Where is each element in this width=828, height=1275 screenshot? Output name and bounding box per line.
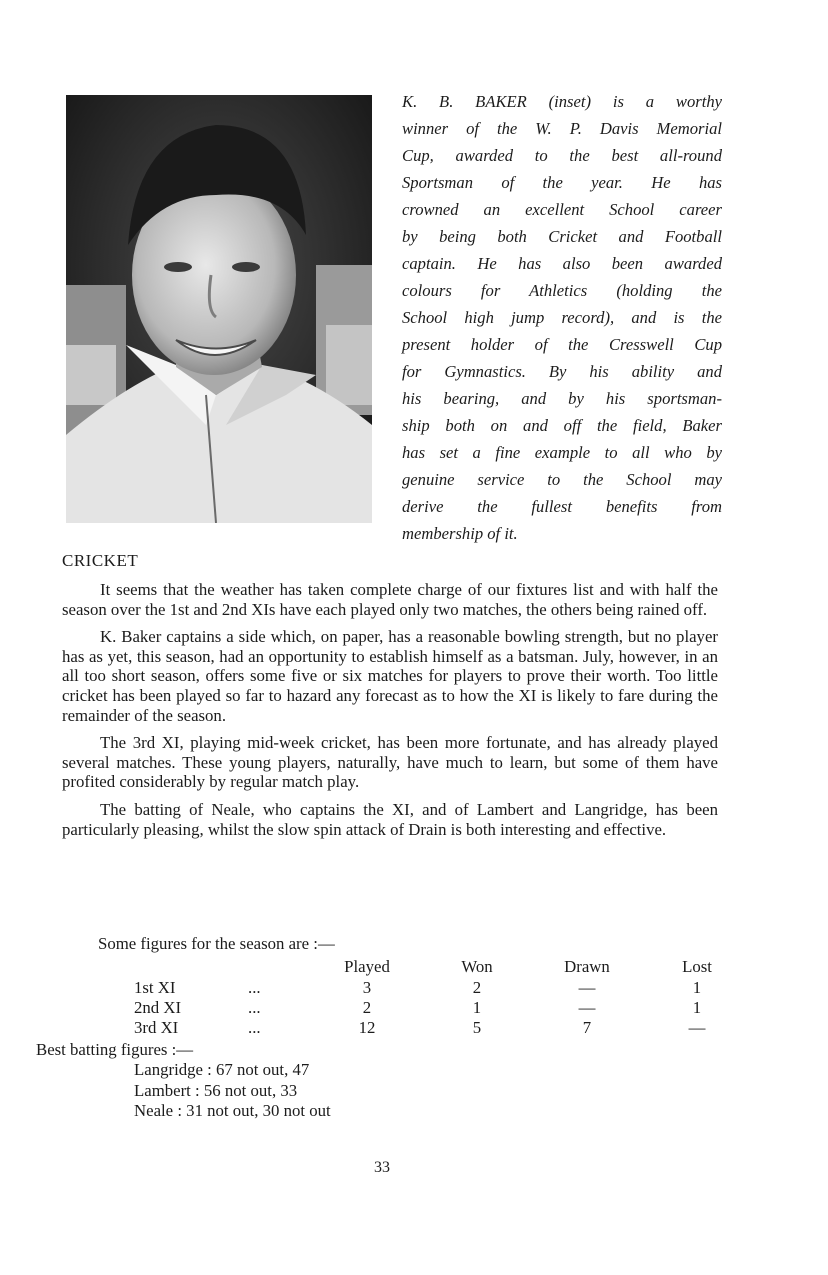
paragraph: It seems that the weather has taken complete charge of our fixtures list and with half the season over the 1st and 2nd XIs have each played only two matches, the others being rained off. — [62, 580, 718, 619]
caption-line: crowned an excellent School career — [402, 200, 722, 219]
caption-line: School high jump record), and is the — [402, 308, 722, 327]
season-figures — [62, 934, 762, 1039]
drawn-value: — — [578, 997, 596, 1017]
batting-heading: Best batting figures :— — [36, 1040, 194, 1059]
header-lost: Lost — [682, 956, 712, 976]
caption-line: derive the fullest benefits from — [402, 497, 722, 516]
caption-line: has set a fine example to all who by — [402, 443, 722, 462]
paragraph: The batting of Neale, who captains the XI, and of Lambert and Langridge, has been particularly pleasing, whilst the slow spin attack of Drain is both interesting and effective. — [62, 799, 718, 839]
batting-entry: Neale : 31 not out, 30 not out — [134, 1101, 331, 1121]
section-heading: CRICKET — [62, 551, 139, 570]
caption-line: Cup, awarded to the best all-round — [402, 146, 722, 165]
played-value: 2 — [362, 997, 372, 1017]
caption-line: genuine service to the School may — [402, 470, 722, 489]
played-value: 3 — [362, 977, 372, 997]
caption-line: ship both on and off the field, Baker — [402, 416, 722, 435]
caption-line: Sportsman of the year. He has — [402, 173, 722, 192]
caption-line: membership of it. — [402, 524, 518, 543]
photo-caption — [402, 88, 722, 547]
played-value: 12 — [358, 1017, 376, 1037]
team-name: 2nd XI — [134, 997, 182, 1017]
caption-line: present holder of the Cresswell Cup — [402, 335, 722, 354]
caption-line: captain. He has also been awarded — [402, 254, 722, 273]
leader-dots: ... — [248, 1017, 261, 1037]
won-value: 5 — [472, 1017, 482, 1037]
lost-value: 1 — [692, 997, 702, 1017]
caption-line: his bearing, and by his sportsman- — [402, 389, 722, 408]
page-number: 33 — [374, 1159, 390, 1176]
batting-entry: Lambert : 56 not out, 33 — [134, 1080, 298, 1100]
leader-dots: ... — [248, 997, 261, 1017]
drawn-value: 7 — [582, 1017, 592, 1037]
lost-value: 1 — [692, 977, 702, 997]
caption-line: colours for Athletics (holding the — [402, 281, 722, 300]
team-name: 1st XI — [134, 977, 176, 997]
caption-line: by being both Cricket and Football — [402, 227, 722, 246]
caption-line: K. B. BAKER (inset) is a worthy — [402, 92, 722, 111]
batting-list — [134, 1060, 331, 1122]
leader-dots: ... — [248, 977, 261, 997]
caption-line: winner of the W. P. Davis Memorial — [402, 119, 722, 138]
table-row — [62, 998, 762, 1018]
header-played: Played — [344, 956, 390, 976]
header-drawn: Drawn — [564, 956, 610, 976]
table-header-row — [62, 957, 762, 977]
team-name: 3rd XI — [134, 1017, 179, 1037]
results-table — [62, 955, 762, 1039]
table-row — [62, 978, 762, 998]
header-won: Won — [461, 956, 493, 976]
paragraph: The 3rd XI, playing mid-week cricket, has been more fortunate, and has already played several matches. These young players, naturally, have much to learn, but some of them have profited considerably by regular match play. — [62, 733, 718, 792]
portrait-photo — [66, 95, 372, 523]
table-row — [62, 1018, 762, 1038]
drawn-value: — — [578, 977, 596, 997]
lost-value: — — [688, 1017, 706, 1037]
won-value: 1 — [472, 997, 482, 1017]
article-body — [62, 580, 718, 847]
caption-line: for Gymnastics. By his ability and — [402, 362, 722, 381]
won-value: 2 — [472, 977, 482, 997]
paragraph: K. Baker captains a side which, on paper, has a reasonable bowling strength, but no player has as yet, this season, had an opportunity to establish himself as a batsman. July, however, in an all too short season, offers some five or six matches for players to prove their worth. Too little cricket has been played so far to hazard any forecast as to how the XI is likely to fare during the remainder of the season. — [62, 627, 718, 725]
figures-intro: Some figures for the season are :— — [98, 934, 335, 953]
batting-entry: Langridge : 67 not out, 47 — [134, 1060, 310, 1079]
